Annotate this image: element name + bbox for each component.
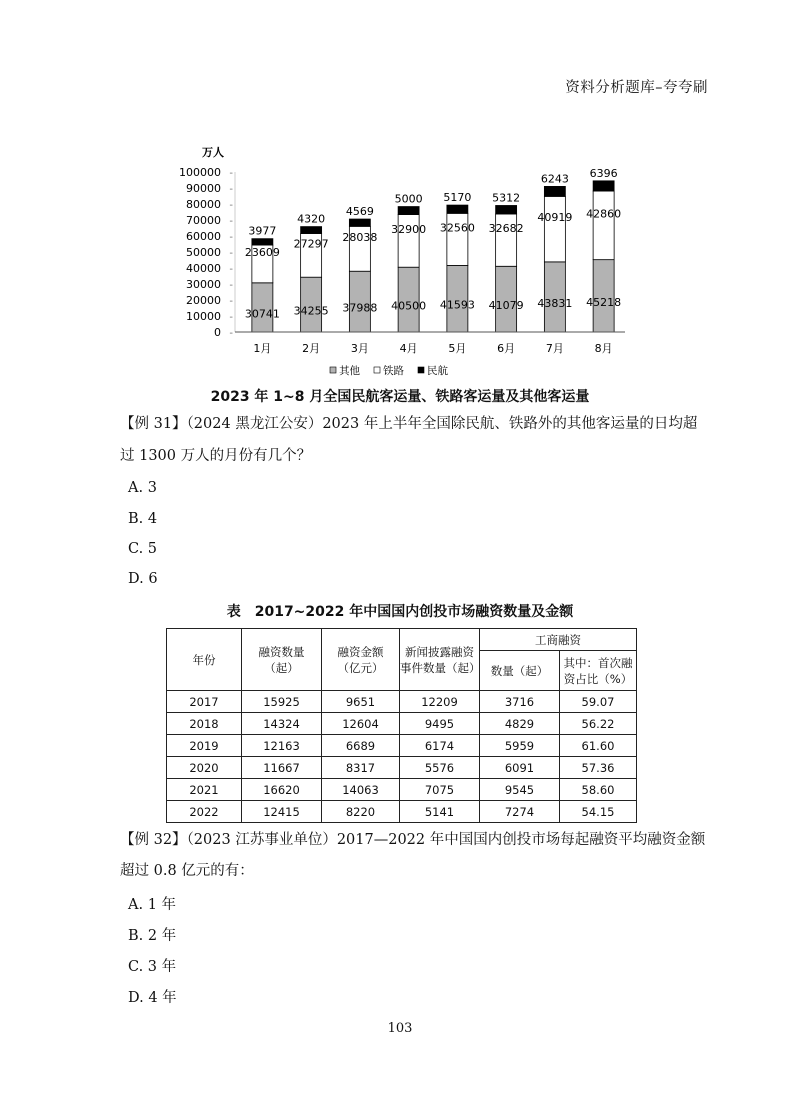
question32-option-a[interactable]: A. 1 年 <box>128 897 177 913</box>
table-cell: 5959 <box>480 735 560 757</box>
y-tick-mark: - <box>229 168 233 179</box>
table-cell: 7274 <box>480 801 560 823</box>
bar-民航-5月 <box>447 205 468 213</box>
table-cell: 2020 <box>167 757 242 779</box>
financing-table-grid <box>166 628 637 823</box>
header-biz-ratio-line2: 资占比（%） <box>563 671 633 686</box>
y-tick-label: 30000 <box>186 278 221 291</box>
data-label: 41593 <box>439 298 475 312</box>
header-biz-ratio <box>560 651 637 691</box>
table-cell: 9545 <box>480 779 560 801</box>
table-cell: 9651 <box>322 691 400 713</box>
bar-民航-4月 <box>398 207 419 215</box>
table-cell: 6174 <box>400 735 480 757</box>
x-tick-label: 2月 <box>302 342 321 355</box>
chart-title: 2023 年 1~8 月全国民航客运量、铁路客运量及其他客运量 <box>210 389 590 405</box>
table-cell: 2018 <box>167 713 242 735</box>
bar-铁路-7月 <box>544 196 565 261</box>
table-cell: 59.07 <box>560 691 637 713</box>
table-cell: 2021 <box>167 779 242 801</box>
y-tick-mark: - <box>229 280 233 291</box>
data-label: 40919 <box>537 211 573 225</box>
bar-民航-6月 <box>496 205 517 213</box>
table-cell: 58.60 <box>560 779 637 801</box>
table-cell: 11667 <box>242 757 322 779</box>
question32-text1: 2017—2022 年中国国内创投市场每起融资平均融资金额 <box>336 832 706 848</box>
x-tick-label: 5月 <box>448 342 467 355</box>
data-label: 6243 <box>540 172 569 186</box>
table-cell: 3716 <box>480 691 560 713</box>
header-amount-line1: 融资金额 <box>337 644 384 659</box>
header-news <box>400 629 480 691</box>
table-cell: 61.60 <box>560 735 637 757</box>
header-year: 年份 <box>167 629 242 691</box>
y-tick-mark: - <box>229 248 233 259</box>
bar-民航-2月 <box>301 227 322 234</box>
y-tick-mark: - <box>229 232 233 243</box>
y-tick-label: 100000 <box>180 166 221 179</box>
bar-民航-8月 <box>593 181 614 191</box>
table-cell: 14063 <box>322 779 400 801</box>
legend-label-铁路: 铁路 <box>383 365 404 377</box>
x-tick-label: 1月 <box>253 342 272 355</box>
table-cell: 9495 <box>400 713 480 735</box>
legend-label-其他: 其他 <box>339 365 360 377</box>
question31-option-b[interactable]: B. 4 <box>128 511 158 527</box>
header-amount-line2: （亿元） <box>337 660 384 675</box>
y-tick-label: 60000 <box>186 230 221 243</box>
bar-民航-3月 <box>349 219 370 226</box>
page-number: 103 <box>387 1021 413 1036</box>
y-unit-label: 万人 <box>202 146 224 159</box>
data-label: 43831 <box>537 296 573 310</box>
bars-group <box>245 167 621 332</box>
table-cell: 2017 <box>167 691 242 713</box>
legend-swatch-其他 <box>330 367 336 373</box>
question31-line1 <box>120 414 720 434</box>
chart-svg <box>180 146 640 386</box>
table-row <box>167 735 637 757</box>
data-label: 34255 <box>293 304 329 318</box>
header-amount <box>322 629 400 691</box>
question31-option-c[interactable]: C. 5 <box>128 541 158 557</box>
header-count <box>242 629 322 691</box>
data-label: 5000 <box>394 192 423 206</box>
header-count-line1: 融资数量 <box>258 644 305 659</box>
question31-number: 【例 31】 <box>120 416 187 432</box>
table-cell: 5576 <box>400 757 480 779</box>
question32-line2: 超过 0.8 亿元的有： <box>120 863 254 879</box>
y-tick-mark: - <box>229 328 233 339</box>
question32-option-d[interactable]: D. 4 年 <box>128 990 177 1006</box>
table-cell: 6689 <box>322 735 400 757</box>
bar-铁路-8月 <box>593 191 614 260</box>
x-tick-label: 4月 <box>399 342 418 355</box>
data-label: 45218 <box>586 295 622 309</box>
table-cell: 7075 <box>400 779 480 801</box>
chart-legend <box>330 364 448 377</box>
data-label: 5312 <box>492 191 521 205</box>
y-tick-mark: - <box>229 200 233 211</box>
passenger-chart <box>180 146 640 386</box>
y-tick-label: 80000 <box>186 198 221 211</box>
data-label: 27297 <box>293 237 329 251</box>
header-business: 工商融资 <box>480 629 637 651</box>
data-label: 4569 <box>345 205 374 219</box>
bar-民航-1月 <box>252 239 273 245</box>
y-tick-label: 50000 <box>186 246 221 259</box>
question31-source: （2024 黑龙江公安） <box>186 416 323 432</box>
table-cell: 54.15 <box>560 801 637 823</box>
y-axis <box>180 166 235 339</box>
data-label: 40500 <box>391 299 427 313</box>
x-axis <box>235 332 625 355</box>
page-header-title: 资料分析题库–夸夸刷 <box>565 80 708 96</box>
header-news-line2: 事件数量（起） <box>400 660 481 675</box>
data-label: 32560 <box>439 221 475 235</box>
table-row <box>167 713 637 735</box>
y-tick-mark: - <box>229 312 233 323</box>
table-row <box>167 801 637 823</box>
header-count-line2: （起） <box>264 660 299 675</box>
table-cell: 6091 <box>480 757 560 779</box>
question32-option-c[interactable]: C. 3 年 <box>128 959 177 975</box>
table-cell: 12415 <box>242 801 322 823</box>
data-label: 23609 <box>244 245 280 259</box>
question32-line1 <box>120 830 720 850</box>
table-cell: 2022 <box>167 801 242 823</box>
y-tick-label: 0 <box>214 326 221 339</box>
y-tick-label: 40000 <box>186 262 221 275</box>
bar-民航-7月 <box>544 186 565 196</box>
question32-number: 【例 32】 <box>120 832 187 848</box>
table-cell: 4829 <box>480 713 560 735</box>
question32-source: （2023 江苏事业单位） <box>186 832 337 848</box>
y-tick-mark: - <box>229 184 233 195</box>
question31-option-a[interactable]: A. 3 <box>128 480 157 496</box>
x-tick-label: 8月 <box>594 342 613 355</box>
table-row <box>167 691 637 713</box>
table-cell: 14324 <box>242 713 322 735</box>
data-label: 6396 <box>589 166 618 180</box>
data-label: 28038 <box>342 230 378 244</box>
y-tick-mark: - <box>229 264 233 275</box>
table-cell: 8220 <box>322 801 400 823</box>
legend-swatch-铁路 <box>374 367 380 373</box>
data-label: 32900 <box>391 222 427 236</box>
question31-text1: 2023 年上半年全国除民航、铁路外的其他客运量的日均超 <box>322 416 698 432</box>
header-biz-ratio-line1: 其中：首次融 <box>563 655 633 670</box>
data-label: 30741 <box>244 307 280 321</box>
data-label: 3977 <box>248 224 277 238</box>
legend-swatch-民航 <box>418 367 424 373</box>
header-biz-count: 数量（起） <box>480 651 560 691</box>
question31-option-d[interactable]: D. 6 <box>128 571 158 587</box>
table-cell: 16620 <box>242 779 322 801</box>
y-tick-label: 20000 <box>186 294 221 307</box>
table-cell: 57.36 <box>560 757 637 779</box>
y-tick-label: 90000 <box>186 182 221 195</box>
table-cell: 12163 <box>242 735 322 757</box>
data-label: 5170 <box>443 191 472 205</box>
header-news-line1: 新闻披露融资 <box>405 644 474 659</box>
table-cell: 12209 <box>400 691 480 713</box>
y-tick-label: 70000 <box>186 214 221 227</box>
x-tick-label: 7月 <box>545 342 564 355</box>
question32-option-b[interactable]: B. 2 年 <box>128 928 177 944</box>
data-label: 4320 <box>297 212 326 226</box>
table-row <box>167 757 637 779</box>
table-cell: 56.22 <box>560 713 637 735</box>
data-label: 41079 <box>488 299 524 313</box>
table-cell: 15925 <box>242 691 322 713</box>
table-cell: 5141 <box>400 801 480 823</box>
table-cell: 8317 <box>322 757 400 779</box>
y-tick-mark: - <box>229 296 233 307</box>
question31-line2: 过 1300 万人的月份有几个？ <box>120 448 312 464</box>
table-cell: 12604 <box>322 713 400 735</box>
y-tick-mark: - <box>229 216 233 227</box>
data-label: 32682 <box>488 222 524 236</box>
data-label: 42860 <box>586 207 622 221</box>
legend-label-民航: 民航 <box>427 365 448 377</box>
financing-table <box>166 628 637 823</box>
data-label: 37988 <box>342 301 378 315</box>
x-tick-label: 6月 <box>497 342 516 355</box>
x-tick-label: 3月 <box>350 342 369 355</box>
table-row <box>167 779 637 801</box>
y-tick-label: 10000 <box>186 310 221 323</box>
table-title: 表 2017~2022 年中国国内创投市场融资数量及金额 <box>226 604 574 620</box>
table-cell: 2019 <box>167 735 242 757</box>
